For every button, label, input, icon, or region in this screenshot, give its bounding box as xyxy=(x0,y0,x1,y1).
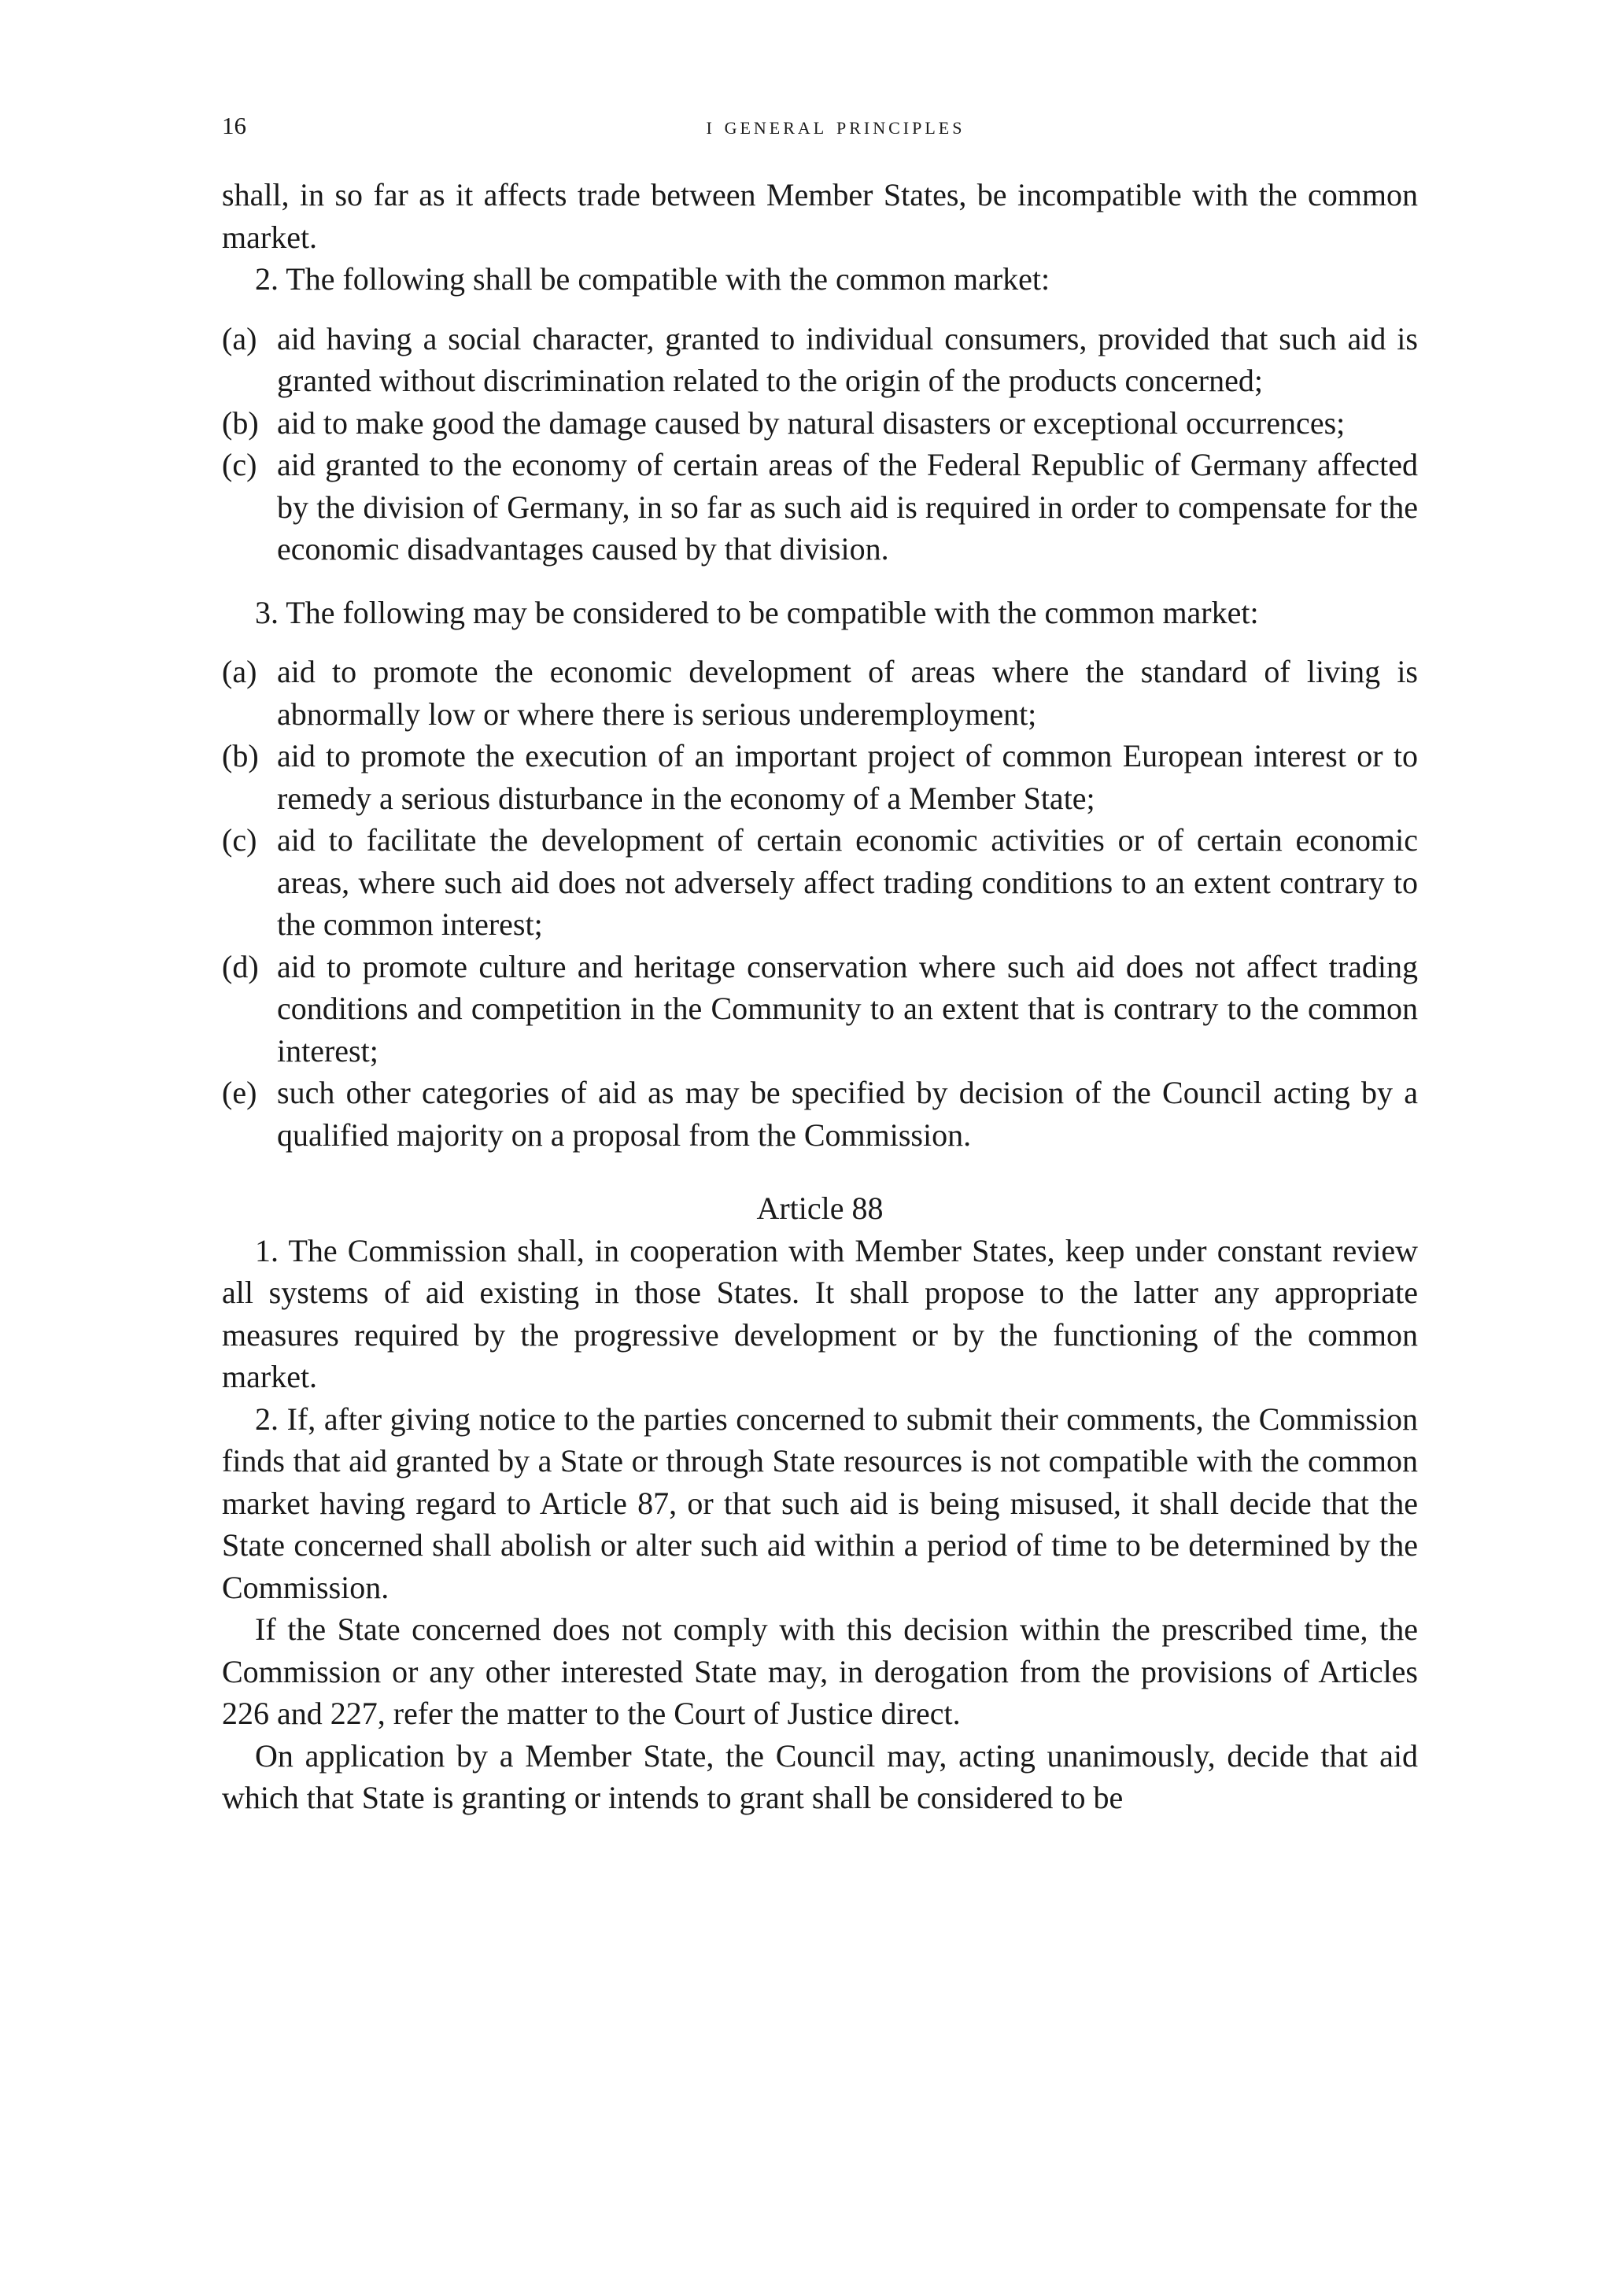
list-item xyxy=(222,444,1418,570)
paragraph-continuation: shall, in so far as it affects trade between Member States, be incompatible with the common market. xyxy=(222,177,1418,255)
page-number: 16 xyxy=(222,112,246,139)
list-item-label: (b) xyxy=(222,404,259,441)
list-item-label: (e) xyxy=(222,1075,257,1110)
paragraph-2-intro: 2. The following shall be compatible with the common market: xyxy=(255,261,1050,297)
article-88-paragraph-2: 2. If, after giving notice to the parties concerned to submit their comments, the Commission finds that aid granted by a State or through State resources is not compatible with the common market having regard to Article 87, or that such aid is being misused, it shall decide that the State concerned shall abolish or alter such aid within a period of time to be determined by the Commission. xyxy=(222,1401,1418,1605)
list-item xyxy=(222,651,1418,735)
article-88-paragraph-1: 1. The Commission shall, in cooperation with Member States, keep under constant review all systems of aid existing in those States. It shall propose to the latter any appropriate measures required by the progressive development or by the functioning of the common market. xyxy=(222,1232,1418,1394)
running-head xyxy=(222,112,1418,143)
list-item-text: aid to facilitate the development of certain economic activities or of certain economic areas, where such aid does not adversely affect trading conditions to an extent contrary to the common interest; xyxy=(277,822,1418,942)
paragraph-3-intro: 3. The following may be considered to be compatible with the common market: xyxy=(255,594,1259,630)
list-compatible-aid xyxy=(222,318,1418,570)
list-item xyxy=(222,402,1418,445)
list-item xyxy=(222,735,1418,819)
list-item-text: aid to make good the damage caused by natural disasters or exceptional occurrences; xyxy=(277,404,1346,441)
list-item-label: (a) xyxy=(222,320,257,356)
list-item-text: aid to promote culture and heritage conservation where such aid does not affect trading conditions and competition in the Community to an extent that is contrary to the common interest; xyxy=(277,948,1418,1069)
list-item-text: aid to promote the economic development of areas where the standard of living is abnormally low or where there is serious underemployment; xyxy=(277,654,1418,732)
list-item-label: (d) xyxy=(222,948,259,984)
section-title: i general principles xyxy=(706,112,965,139)
article-88-paragraph-3: If the State concerned does not comply with this decision within the prescribed time, the Commission or any other interested State may, in derogation from the provisions of Articles 226 and 227, refer the matter to the Court of Justice direct. xyxy=(222,1611,1418,1731)
list-item-label: (c) xyxy=(222,447,257,482)
list-item xyxy=(222,819,1418,946)
list-item xyxy=(222,318,1418,402)
list-item-text: such other categories of aid as may be specified by decision of the Council acting by a qualified majority on a proposal from the Commission. xyxy=(277,1075,1418,1153)
list-item-text: aid to promote the execution of an important project of common European interest or to remedy a serious disturbance in the economy of a Member State; xyxy=(277,738,1418,816)
article-88-paragraph-4: On application by a Member State, the Council may, acting unanimously, decide that aid which that State is granting or intends to grant shall be considered to be xyxy=(222,1737,1418,1815)
list-item-text: aid granted to the economy of certain areas of the Federal Republic of Germany affected by the division of Germany, in so far as such aid is required in order to compensate for the economic disadvantages caused by that division. xyxy=(277,447,1418,567)
list-item-label: (b) xyxy=(222,738,259,773)
body-text xyxy=(222,174,1418,1819)
list-possibly-compatible-aid xyxy=(222,651,1418,1156)
list-item-label: (a) xyxy=(222,654,257,689)
list-item-text: aid having a social character, granted to individual consumers, provided that such aid is granted without discrimination related to the origin of the products concerned; xyxy=(277,320,1418,398)
list-item xyxy=(222,1072,1418,1156)
article-88-heading: Article 88 xyxy=(756,1190,884,1226)
list-item-label: (c) xyxy=(222,822,257,858)
list-item xyxy=(222,946,1418,1072)
